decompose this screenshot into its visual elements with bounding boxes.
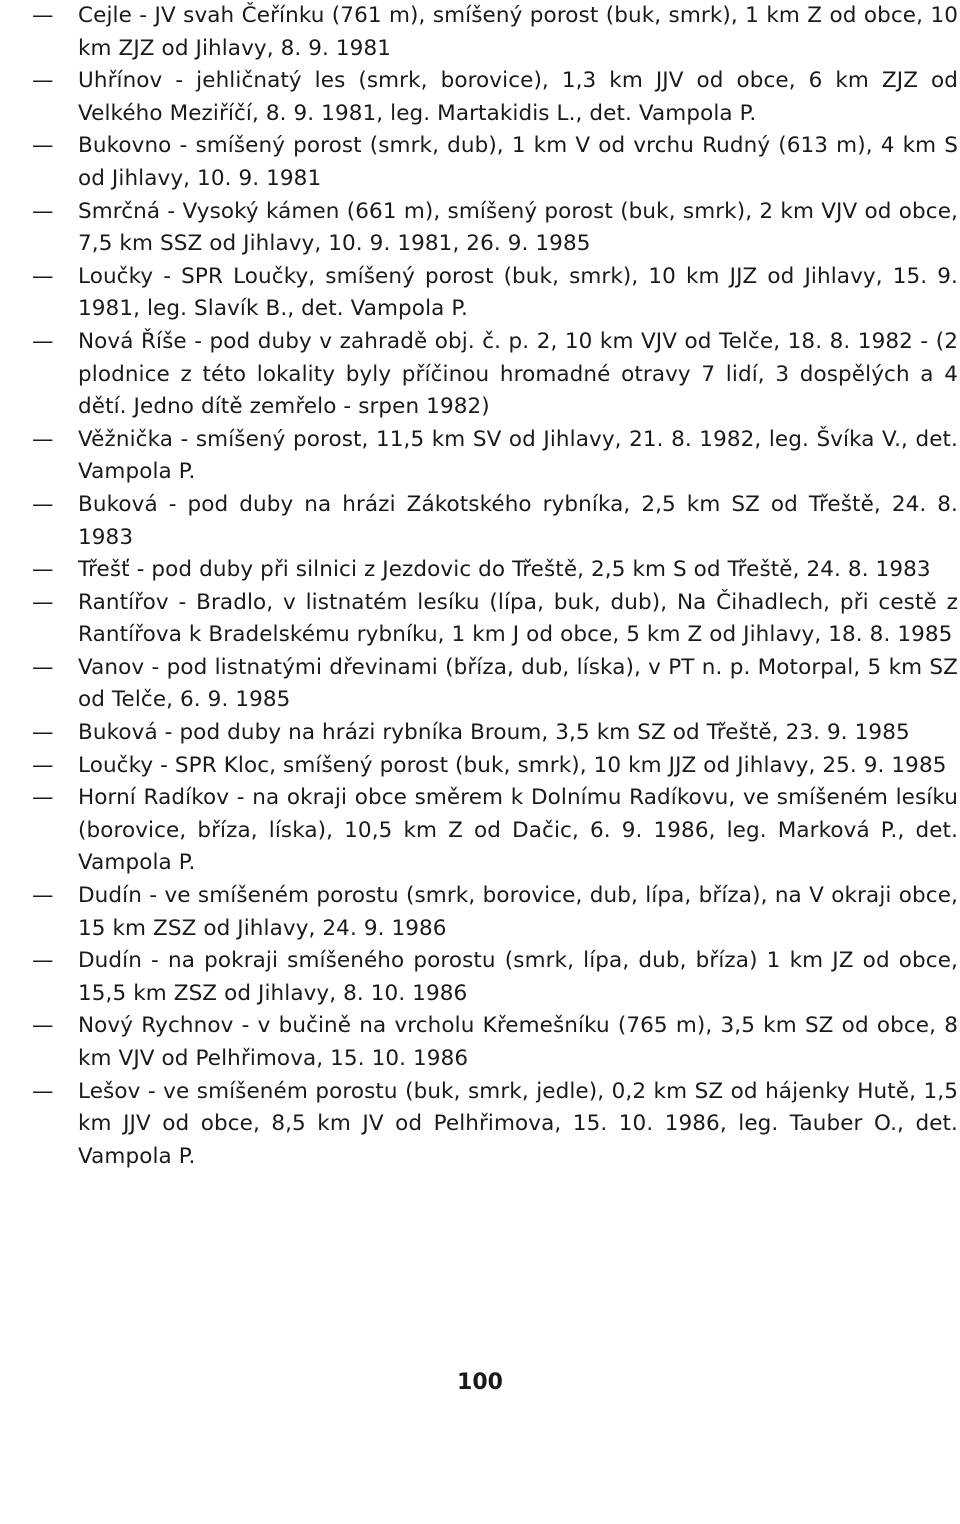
entry-dash: — (32, 720, 54, 746)
entry-text: Loučky - SPR Kloc, smíšený porost (buk, smrk), 10 km JJZ od Jihlavy, 25. 9. 1985 (78, 752, 947, 778)
entry-text: Dudín - na pokraji smíšeného porostu (smrk, lípa, dub, bříza) 1 km JZ od obce, 15,5 km ZSZ od Jihlavy, 8. 10. 1986 (78, 948, 958, 1006)
entry-text: Věžnička - smíšený porost, 11,5 km SV od Jihlavy, 21. 8. 1982, leg. Švíka V., det. Vampola P. (78, 426, 958, 485)
entry-text: Buková - pod duby na hrázi Zákotského rybníka, 2,5 km SZ od Třeště, 24. 8. 1983 (78, 491, 958, 550)
entry-dash: — (32, 263, 54, 289)
locality-entry (32, 0, 958, 65)
entry-text: Rantířov - Bradlo, v listnatém lesíku (lípa, buk, dub), Na Čihadlech, při cestě z Rantířova k Bradelskému rybníku, 1 km J od obce, 5 km Z od Jihlavy, 18. 8. 1985 (78, 589, 958, 648)
locality-entry (32, 196, 958, 261)
entry-text: Loučky - SPR Loučky, smíšený porost (buk, smrk), 10 km JJZ od Jihlavy, 15. 9. 1981, leg. Slavík B., det. Vampola P. (78, 263, 958, 322)
entry-dash: — (32, 68, 54, 94)
entry-text: Buková - pod duby na hrázi rybníka Broum, 3,5 km SZ od Třeště, 23. 9. 1985 (78, 720, 910, 746)
entry-dash: — (32, 328, 54, 354)
entry-text: Vanov - pod listnatými dřevinami (bříza, dub, líska), v PT n. p. Motorpal, 5 km SZ od Telče, 6. 9. 1985 (78, 654, 958, 713)
entry-text: Uhřínov - jehličnatý les (smrk, borovice), 1,3 km JJV od obce, 6 km ZJZ od Velkého Meziříčí, 8. 9. 1981, leg. Martakidis L., det. Vampola P. (78, 68, 958, 126)
entry-dash: — (32, 752, 54, 778)
locality-entry (32, 1076, 958, 1174)
entry-text: Bukovno - smíšený porost (smrk, dub), 1 km V od vrchu Rudný (613 m), 4 km S od Jihlavy, 10. 9. 1981 (78, 133, 958, 191)
entry-text: Horní Radíkov - na okraji obce směrem k Dolnímu Radíkovu, ve smíšeném lesíku (borovice, bříza, líska), 10,5 km Z od Dačic, 6. 9. 1986, leg. Marková P., det. Vampola P. (78, 785, 958, 876)
entry-text: Nový Rychnov - v bučině na vrcholu Křemešníku (765 m), 3,5 km SZ od obce, 8 km VJV od Pelhřimova, 15. 10. 1986 (78, 1013, 958, 1071)
entry-dash: — (32, 883, 54, 909)
entry-dash: — (32, 785, 54, 811)
locality-entry (32, 782, 958, 880)
locality-entry (32, 424, 958, 489)
entry-dash: — (32, 557, 54, 583)
entry-text: Lešov - ve smíšeném porostu (buk, smrk, jedle), 0,2 km SZ od hájenky Hutě, 1,5 km JJV od obce, 8,5 km JV od Pelhřimova, 15. 10. 1986, leg. Tauber O., det. Vampola P. (78, 1078, 958, 1169)
locality-entry (32, 130, 958, 195)
locality-entry (32, 326, 958, 424)
page-number: 100 (457, 1370, 503, 1395)
entry-text: Třešť - pod duby při silnici z Jezdovic do Třeště, 2,5 km S od Třeště, 24. 8. 1983 (78, 557, 931, 583)
entry-dash: — (32, 198, 54, 224)
entry-dash: — (32, 654, 54, 680)
locality-entry (32, 489, 958, 554)
locality-entry (32, 750, 958, 783)
locality-entry (32, 652, 958, 717)
entry-dash: — (32, 1013, 54, 1039)
locality-entry (32, 554, 958, 587)
entry-dash: — (32, 948, 54, 974)
entry-dash: — (32, 133, 54, 159)
locality-entry (32, 261, 958, 326)
locality-entry (32, 587, 958, 652)
entry-text: Dudín - ve smíšeném porostu (smrk, borovice, dub, lípa, bříza), na V okraji obce, 15 km ZSZ od Jihlavy, 24. 9. 1986 (78, 883, 958, 941)
entry-dash: — (32, 491, 54, 517)
entry-text: Smrčná - Vysoký kámen (661 m), smíšený porost (buk, smrk), 2 km VJV od obce, 7,5 km SSZ od Jihlavy, 10. 9. 1981, 26. 9. 1985 (78, 198, 958, 257)
entry-text: Cejle - JV svah Čeřínku (761 m), smíšený porost (buk, smrk), 1 km Z od obce, 10 km ZJZ od Jihlavy, 8. 9. 1981 (78, 3, 958, 61)
locality-entry (32, 65, 958, 130)
entry-dash: — (32, 3, 54, 28)
locality-entry (32, 945, 958, 1010)
entry-dash: — (32, 426, 54, 452)
entry-text: Nová Říše - pod duby v zahradě obj. č. p. 2, 10 km VJV od Telče, 18. 8. 1982 - (2 plodnice z této lokality byly příčinou hromadné otravy 7 lidí, 3 dospělých a 4 dětí. Jedno dítě zemřelo - srpen 1982) (78, 328, 958, 420)
locality-entry (32, 880, 958, 945)
locality-entry (32, 1010, 958, 1075)
entry-dash: — (32, 589, 54, 615)
locality-entry (32, 717, 958, 750)
locality-list (32, 0, 958, 1173)
entry-dash: — (32, 1078, 54, 1104)
